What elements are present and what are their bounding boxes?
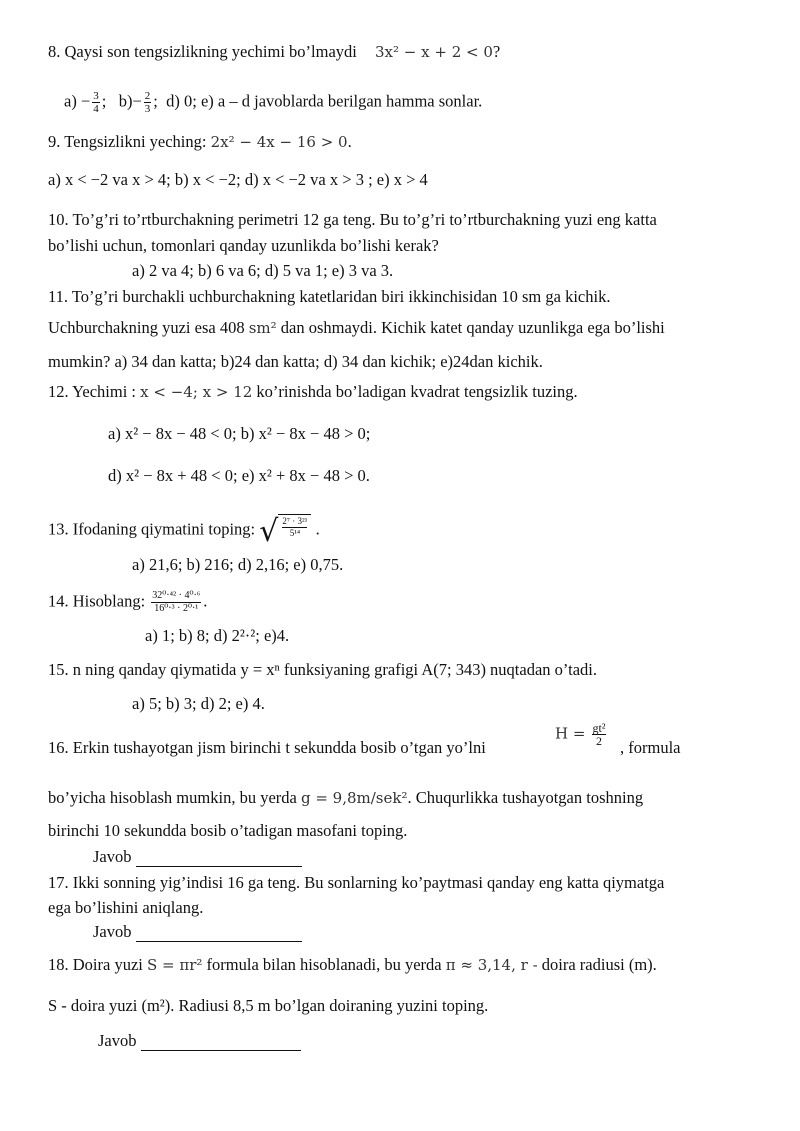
q12-row1: a) x² − 8x − 48 < 0; b) x² − 8x − 48 > 0; bbox=[108, 424, 371, 443]
q8-opt-a: a) bbox=[64, 91, 77, 111]
q8-options: a) − $\frac{3}{4}$ ; b)− $\frac{2}{3}$ ; d) 0; e) a – d javoblarda berilgan hamma sonlar. bbox=[64, 90, 483, 115]
q8-tail: ? bbox=[492, 42, 501, 61]
q12-expr: x < −4; x > 12 bbox=[140, 383, 253, 401]
q17-line2: ega bo’lishini aniqlang. bbox=[48, 898, 204, 917]
q16-line3: birinchi 10 sekundda bosib o’tadigan masofani toping. bbox=[48, 821, 408, 840]
q18-answer: Javob bbox=[98, 1031, 301, 1051]
q16-answer-field[interactable] bbox=[136, 852, 302, 867]
q16-line2: bo’yicha hisoblash mumkin, bu yerda g = 9,8m/sek². Chuqurlikka tushayotgan toshning bbox=[48, 788, 644, 807]
q16-formula: H = $\frac{\text{gt²}}{2}$ bbox=[555, 721, 606, 748]
q11-line1: 11. To’g’ri burchakli uchburchakning katetlaridan biri ikkinchisidan 10 sm ga kichik. bbox=[48, 287, 611, 306]
q10-line2: bo’lishi uchun, tomonlari qanday uzunlikda bo’lishi kerak? bbox=[48, 236, 439, 255]
q9-text: 9. Tengsizlikni yeching: bbox=[48, 132, 207, 151]
q11-unit: sm² bbox=[248, 319, 277, 337]
q18-answer-field[interactable] bbox=[141, 1036, 301, 1051]
q8-opt-b-frac: $\frac{2}{3}$ bbox=[144, 90, 151, 115]
q12-line: 12. Yechimi : x < −4; x > 12 ko’rinishda bo’ladigan kvadrat tengsizlik tuzing. bbox=[48, 382, 578, 401]
q10-line1: 10. To’g’ri to’rtburchakning perimetri 12 ga teng. Bu to’g’ri to’rtburchakning yuzi eng katta bbox=[48, 210, 657, 229]
q11-line3: mumkin? a) 34 dan katta; b)24 dan katta; d) 34 dan kichik; e)24dan kichik. bbox=[48, 352, 543, 371]
q17-answer-field[interactable] bbox=[136, 927, 302, 942]
q14-line: 14. Hisoblang: $\frac{\text{32⁰·⁴² · 4⁰·⁶}}{\text{16⁰·³ · 2⁰·¹}}$ . bbox=[48, 590, 208, 614]
q9-answers: a) x < −2 va x > 4; b) x < −2; d) x < −2 va x > 3 ; e) x > 4 bbox=[48, 170, 428, 189]
q13-line: 13. Ifodaning qiymatini toping: √ $\frac{\text{2⁷ · 3²¹}}{\text{5¹⁴}}$ . bbox=[48, 514, 320, 550]
q8-text: 8. Qaysi son tengsizlikning yechimi bo’lmaydi bbox=[48, 42, 357, 61]
q14-frac: $\frac{\text{32⁰·⁴² · 4⁰·⁶}}{\text{16⁰·³ · 2⁰·¹}}$ bbox=[152, 590, 201, 614]
q15-answers: a) 5; b) 3; d) 2; e) 4. bbox=[132, 694, 265, 713]
q8-opt-rest: d) 0; e) a – d javoblarda berilgan hamma sonlar. bbox=[166, 91, 483, 111]
q8-expr: 3x² − x + 2 < 0 bbox=[375, 43, 493, 61]
q16-answer: Javob bbox=[93, 847, 302, 867]
q13-root: √ $\frac{\text{2⁷ · 3²¹}}{\text{5¹⁴}}$ bbox=[259, 514, 311, 547]
q9-expr: 2x² − 4x − 16 > 0 bbox=[210, 133, 348, 151]
q9-line: 9. Tengsizlikni yeching: 2x² − 4x − 16 > 0. bbox=[48, 132, 352, 151]
q12-row2: d) x² − 8x + 48 < 0; e) x² + 8x − 48 > 0. bbox=[108, 466, 370, 485]
q17-answer: Javob bbox=[93, 922, 302, 942]
q11-line2: Uchburchakning yuzi esa 408 sm² dan oshmaydi. Kichik katet qanday uzunlikga ega bo’lishi bbox=[48, 318, 665, 337]
q17-line1: 17. Ikki sonning yig’indisi 16 ga teng. Bu sonlarning ko’paytmasi qanday eng katta qiymatga bbox=[48, 873, 665, 892]
q14-answers: a) 1; b) 8; d) 2²·²; e)4. bbox=[145, 626, 290, 645]
q10-answers: a) 2 va 4; b) 6 va 6; d) 5 va 1; e) 3 va 3. bbox=[132, 261, 394, 280]
q16-line1: 16. Erkin tushayotgan jism birinchi t sekundda bosib o’tgan yo’lni bbox=[48, 738, 486, 757]
q18-line2: S - doira yuzi (m²). Radiusi 8,5 m bo’lgan doiraning yuzini toping. bbox=[48, 996, 489, 1015]
q8-line bbox=[48, 42, 500, 62]
q8-opt-a-frac: $\frac{3}{4}$ bbox=[93, 90, 99, 115]
q8-opt-b: b) bbox=[118, 91, 133, 111]
q18-line1: 18. Doira yuzi S = πr² formula bilan hisoblanadi, bu yerda π ≈ 3,14, r - doira radiusi (m). bbox=[48, 955, 657, 974]
q16-gravity: g = 9,8m/sek² bbox=[300, 789, 408, 807]
q16-line1-tail: , formula bbox=[620, 738, 681, 757]
q13-answers: a) 21,6; b) 216; d) 2,16; e) 0,75. bbox=[132, 555, 344, 574]
q15-line: 15. n ning qanday qiymatida y = xⁿ funksiyaning grafigi A(7; 343) nuqtadan o’tadi. bbox=[48, 660, 597, 679]
